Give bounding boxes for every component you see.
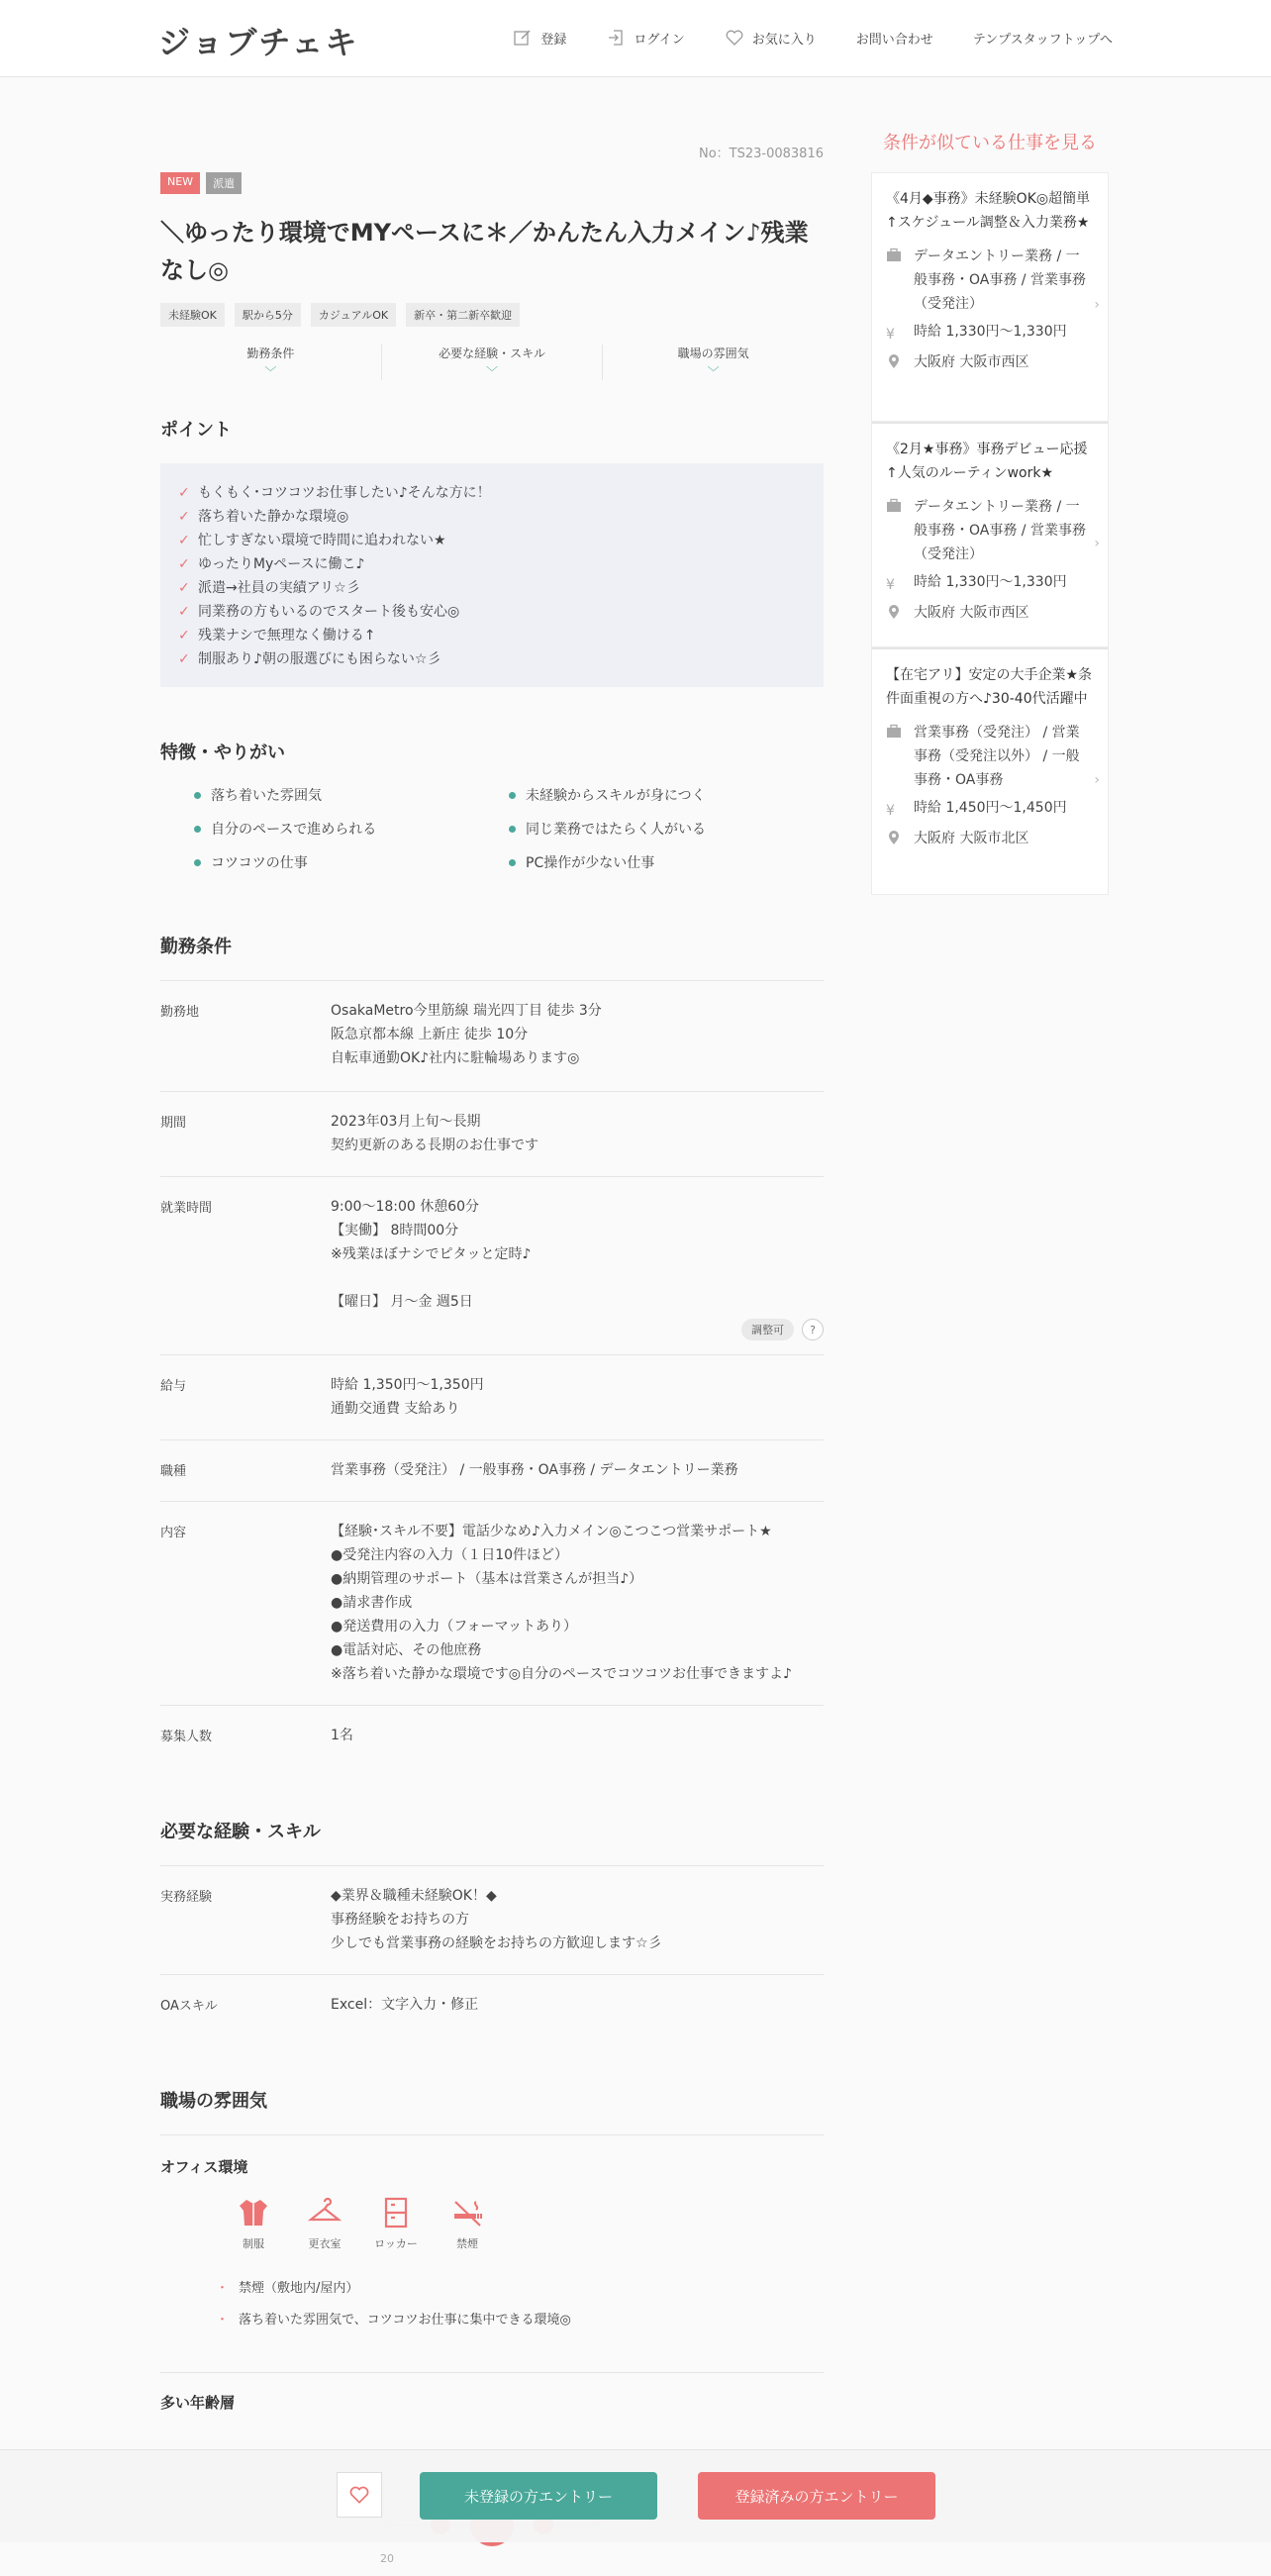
nav-login[interactable] — [606, 28, 684, 48]
nav-register[interactable] — [513, 28, 566, 48]
divider — [160, 2134, 824, 2135]
locker-icon — [379, 2196, 413, 2229]
office-feature: 禁煙 — [445, 2196, 489, 2251]
chevron-down-icon: ﹀ — [264, 365, 277, 379]
feature-item: コツコツの仕事 — [194, 852, 509, 872]
check-icon: ✓ — [178, 580, 190, 596]
similar-jobs — [871, 129, 1109, 895]
adjust-controls — [741, 1319, 824, 1340]
nav-contact[interactable] — [856, 28, 933, 48]
similar-job-card[interactable] — [871, 172, 1109, 422]
nav-temp-top[interactable] — [973, 28, 1113, 48]
section-anchors — [160, 345, 824, 380]
heart-icon — [348, 2484, 370, 2506]
office-feature: ロッカー — [374, 2196, 418, 2251]
conditions-table — [160, 980, 824, 1765]
check-icon: ✓ — [178, 628, 190, 644]
card-location: 大阪府 大阪市西区 — [914, 354, 1029, 370]
anchor-label: 必要な経験・スキル — [439, 347, 545, 360]
anchor-conditions[interactable] — [160, 345, 382, 380]
location-icon — [886, 350, 904, 377]
briefcase-icon — [886, 721, 904, 792]
entry-new-button[interactable]: 未登録の方エントリー — [420, 2472, 657, 2520]
office-feature: 更衣室 — [303, 2196, 346, 2251]
chevron-down-icon: ﹀ — [707, 365, 720, 379]
anchor-atmosphere[interactable] — [603, 345, 824, 380]
job-tags — [160, 303, 520, 327]
card-category: 営業事務（受発注） / 営業事務（受発注以外） / 一般事務・OA事務 — [914, 725, 1080, 788]
check-icon: ✓ — [178, 509, 190, 525]
entry-bar — [0, 2449, 1271, 2542]
nav-temp-top-label: テンプスタッフトップへ — [972, 32, 1113, 48]
check-icon: ✓ — [178, 485, 190, 501]
login-icon — [606, 28, 626, 48]
feature-item: 自分のペースで進められる — [194, 819, 509, 839]
hanger-icon — [308, 2196, 342, 2229]
skills-heading: 必要な経験・スキル — [160, 1822, 321, 1842]
job-tag: カジュアルOK — [311, 303, 396, 327]
card-pay: 時給 1,330円〜1,330円 — [914, 324, 1067, 340]
location-icon — [886, 601, 904, 628]
check-icon: ✓ — [178, 604, 190, 620]
card-location: 大阪府 大阪市西区 — [914, 605, 1029, 621]
uniform-icon — [237, 2196, 270, 2229]
nav-register-label: 登録 — [540, 32, 567, 48]
briefcase-icon — [886, 495, 904, 566]
card-pay: 時給 1,450円〜1,450円 — [914, 800, 1067, 816]
site-header — [0, 0, 1271, 77]
card-pay: 時給 1,330円〜1,330円 — [914, 574, 1067, 590]
new-badge: NEW — [160, 172, 200, 194]
yen-icon: ¥ — [886, 577, 895, 593]
condition-row: 募集人数 1名 — [160, 1728, 353, 1744]
similar-job-card[interactable] — [871, 647, 1109, 895]
skill-row: OAスキル Excel：文字入力・修正 — [160, 1997, 479, 2014]
job-title: ＼ゆったり環境でMYペースに＊／かんたん入力メイン♪残業なし◎ — [160, 219, 809, 284]
job-number: No：TS23-0083816 — [698, 147, 824, 161]
chevron-down-icon: ﹀ — [486, 365, 499, 379]
features-heading: 特徴・やりがい — [160, 743, 285, 763]
anchor-label: 職場の雰囲気 — [677, 347, 749, 360]
feature-item: 同じ業務ではたらく人がいる — [509, 819, 824, 839]
point-item: ✓ 落ち着いた静かな環境◎ — [178, 505, 806, 529]
yen-icon: ¥ — [886, 803, 895, 819]
office-note: ・ 禁煙（敷地内/屋内） — [216, 2281, 359, 2296]
feature-item: 未経験からスキルが身につく — [509, 785, 824, 805]
condition-row: 給与 時給 1,350円〜1,350円 通勤交通費 支給あり — [160, 1355, 824, 1440]
check-icon: ✓ — [178, 533, 190, 548]
edit-icon — [513, 28, 533, 48]
haken-badge: 派遣 — [206, 172, 242, 194]
job-tag: 駅から5分 — [235, 303, 301, 327]
office-note: ・ 落ち着いた雰囲気で、コツコツお仕事に集中できる環境◎ — [216, 2313, 571, 2328]
card-title: 《4月◆事務》未経験OK◎超簡単↑スケジュール調整＆入力業務★ — [886, 191, 1091, 231]
favorite-button[interactable] — [337, 2472, 382, 2518]
point-item: ✓ 残業ナシで無理なく働ける↑ — [178, 624, 806, 647]
nav-contact-label: お問い合わせ — [855, 32, 933, 48]
skill-row: 実務経験 ◆業界＆職種未経験OK！◆ 事務経験をお持ちの方 少しでも営業事務の経験をお持ちの方歓迎します☆彡 — [160, 1866, 824, 1975]
job-tag: 新卒・第二新卒歓迎 — [406, 303, 520, 327]
nav-favorites-label: お気に入り — [751, 32, 817, 48]
point-item: ✓ 同業務の方もいるのでスタート後も安心◎ — [178, 600, 806, 624]
card-title: 《2月★事務》事務デビュー応援↑人気のルーティンwork★ — [886, 442, 1088, 481]
header-nav — [513, 28, 1113, 48]
point-item: ✓ もくもく･コツコツお仕事したい♪そんな方に！ — [178, 481, 806, 505]
nav-login-label: ログイン — [634, 32, 685, 48]
condition-row: 内容 【経験･スキル不要】電話少なめ♪入力メイン◎こつこつ営業サポート★ ●受発注内容の入力（１日10件ほど） ●納期管理のサポート（基本は営業さんが担当♪） ●請求書作成 ●発送費用の入力（フォーマットあり） ●電話対応、その他庶務 ※落ち着いた静かな環境です◎自分のペースでコツコツお仕事できますよ♪ — [160, 1502, 824, 1706]
heart-icon — [725, 28, 744, 48]
no-smoking-icon — [450, 2196, 484, 2229]
anchor-label: 勤務条件 — [246, 347, 295, 360]
conditions-heading: 勤務条件 — [160, 937, 232, 957]
chevron-right-icon: › — [1094, 535, 1100, 551]
adjustable-badge: 調整可 — [741, 1319, 794, 1340]
job-badges — [160, 172, 242, 194]
condition-row: 期間 2023年03月上旬〜長期 契約更新のある長期のお仕事です — [160, 1092, 824, 1177]
feature-item: 落ち着いた雰囲気 — [194, 785, 509, 805]
chevron-right-icon: › — [1094, 297, 1100, 313]
condition-row: 勤務地 OsakaMetro今里筋線 瑞光四丁目 徒歩 3分 阪急京都本線 上新庄 徒歩 10分 自転車通勤OK♪社内に駐輪場あります◎ — [160, 981, 824, 1092]
anchor-skills[interactable] — [382, 345, 604, 380]
site-logo[interactable]: ジョブチェキ — [158, 24, 359, 61]
job-tag: 未経験OK — [160, 303, 225, 327]
office-notes — [216, 2273, 571, 2336]
feature-item: PC操作が少ない仕事 — [509, 852, 824, 872]
check-icon: ✓ — [178, 556, 190, 572]
atmosphere-heading: 職場の雰囲気 — [160, 2091, 267, 2112]
points-box — [160, 463, 824, 687]
condition-row: 職種 営業事務（受発注） / 一般事務・OA事務 / データエントリー業務 — [160, 1440, 824, 1502]
card-location: 大阪府 大阪市北区 — [914, 831, 1029, 846]
divider — [160, 2372, 824, 2373]
age-label: 20 — [380, 2552, 394, 2565]
card-title: 【在宅アリ】安定の大手企業★条件面重視の方へ♪30-40代活躍中 — [886, 667, 1092, 707]
entry-registered-button[interactable]: 登録済みの方エントリー — [698, 2472, 935, 2520]
nav-favorites[interactable] — [725, 28, 817, 48]
office-icons — [232, 2196, 489, 2251]
briefcase-icon — [886, 245, 904, 316]
chevron-right-icon: › — [1094, 771, 1100, 788]
help-icon[interactable]: ? — [802, 1319, 824, 1340]
condition-row: 就業時間 9:00〜18:00 休憩60分 【実働】 8時間00分 ※残業ほぼナシでピタッと定時♪ 【曜日】 月〜金 週5日 調整可 ? — [160, 1177, 824, 1355]
features-list — [160, 785, 824, 872]
card-category: データエントリー業務 / 一般事務・OA事務 / 営業事務（受発注） — [914, 248, 1086, 312]
location-icon — [886, 827, 904, 853]
check-icon: ✓ — [178, 651, 190, 667]
age-heading: 多い年齢層 — [160, 2394, 236, 2412]
point-item: ✓ ゆったりMyペースに働こ♪ — [178, 552, 806, 576]
office-heading: オフィス環境 — [160, 2158, 248, 2176]
point-item: ✓ 忙しすぎない環境で時間に追われない★ — [178, 529, 806, 552]
similar-job-card[interactable] — [871, 422, 1109, 647]
similar-heading: 条件が似ている仕事を見る — [883, 133, 1097, 153]
point-item: ✓ 制服あり♪朝の服選びにも困らない☆彡 — [178, 647, 806, 671]
office-feature: 制服 — [232, 2196, 275, 2251]
point-item: ✓ 派遣→社員の実績アリ☆彡 — [178, 576, 806, 600]
card-category: データエントリー業務 / 一般事務・OA事務 / 営業事務（受発注） — [914, 499, 1086, 562]
skills-table — [160, 1865, 824, 2034]
yen-icon: ¥ — [886, 327, 895, 343]
points-heading: ポイント — [160, 420, 232, 441]
